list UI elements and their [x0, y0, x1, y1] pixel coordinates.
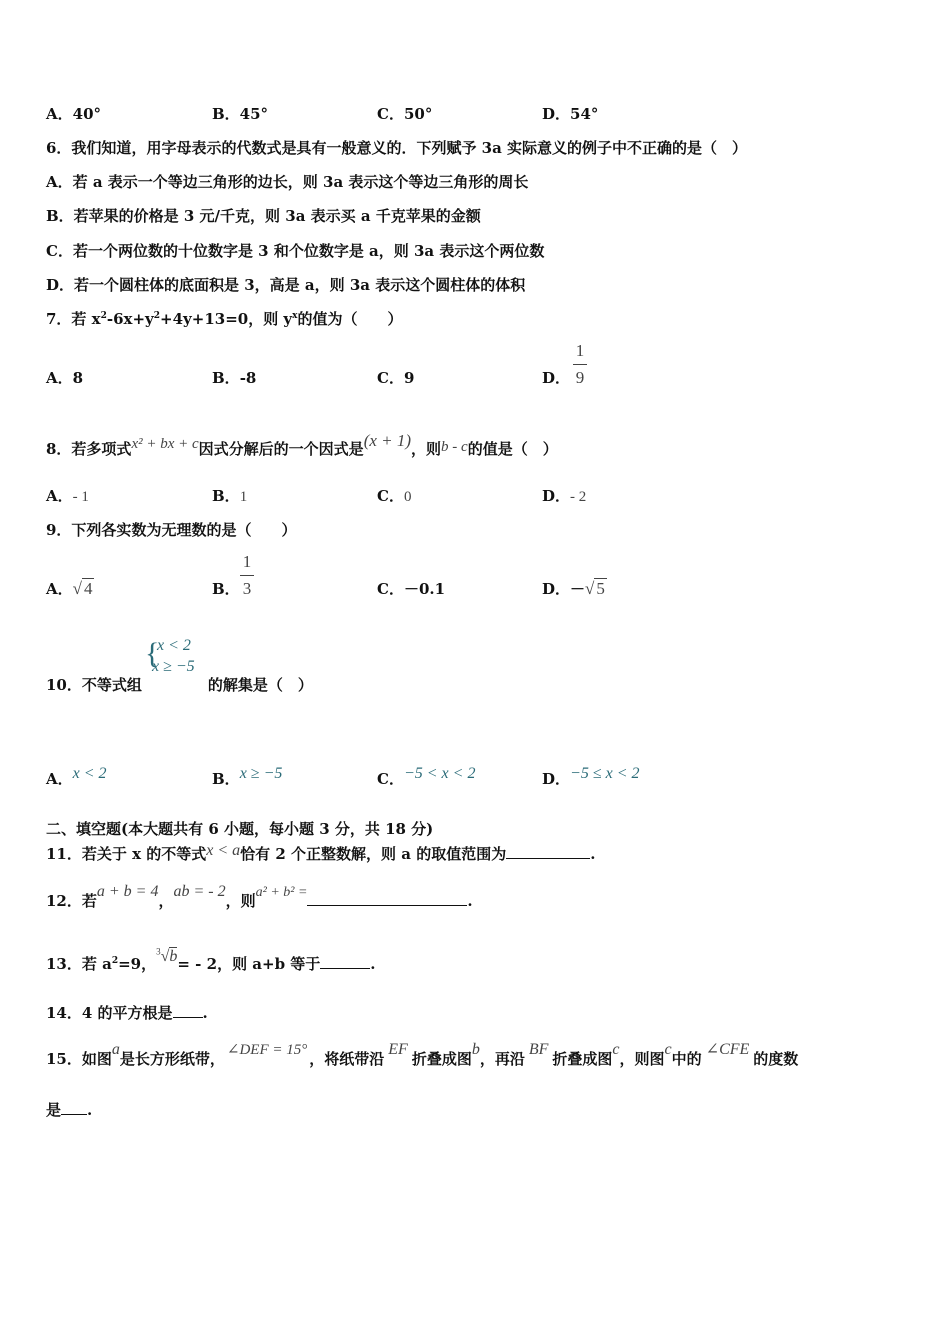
q10-option-c: C．−5 < x < 2: [377, 765, 476, 788]
q7-option-c: C．9: [377, 369, 415, 387]
q7-stem: 7．若 $x^2-6x+y^2+4y+13=0$，则 $y^x$的值为（ ）: [46, 310, 403, 328]
q10-option-d: D．−5 ≤ x < 2: [542, 765, 640, 788]
q8-option-a: A．- 1: [46, 487, 89, 505]
q9-option-b: B．: [212, 580, 240, 598]
q7-option-a: A．8: [46, 369, 84, 387]
q12-stem: 12．若a + b = 4，ab = - 2，则a² + b² = .: [46, 883, 473, 910]
q7-option-b: B．-8: [212, 369, 257, 387]
q9-option-c: C．－0.1: [377, 580, 446, 598]
q9-option-d: D．－√ 5: [542, 579, 605, 598]
q15-stem-line2: 是 .: [46, 1101, 93, 1119]
q8-option-b: B．1: [212, 487, 248, 505]
q6-option-d: D．若一个圆柱体的底面积是 3，高是 a，则 3a 表示这个圆柱体的体积: [46, 276, 526, 294]
q6-option-c: C．若一个两位数的十位数字是 3 和个位数字是 a，则 3a 表示这个两位数: [46, 242, 545, 260]
q14-stem: 14．4 的平方根是 .: [46, 1004, 208, 1022]
q9-option-b-fraction: 1 3: [240, 552, 254, 599]
q7-option-d-fraction: 1 9: [573, 341, 587, 388]
q6-stem: 6．我们知道，用字母表示的代数式是具有一般意义的．下列赋予 3a 实际意义的例子中不正确的是（ ）: [46, 139, 748, 157]
q9-option-a: A．√ 4: [46, 579, 93, 598]
q8-option-d: D．- 2: [542, 487, 587, 505]
section-2-heading: 二、填空题(本大题共有 6 小题，每小题 3 分，共 18 分): [46, 820, 434, 838]
q13-stem: 13．若 $a^2=9$，$^3$√b= - 2，则 a+b 等于 .: [46, 946, 376, 973]
q8-option-c: C．0: [377, 487, 412, 505]
q11-stem: 11．若关于 x 的不等式x < a恰有 2 个正整数解，则 a 的取值范围为 .: [46, 842, 596, 863]
q15-stem: 15．如图a是长方形纸带， ∠DEF = 15° ，将纸带沿EF折叠成图b，再沿BF折叠成图c，则图c中的∠CFE的度数: [46, 1041, 799, 1068]
q6-option-a: A．若 a 表示一个等边三角形的边长，则 3a 表示这个等边三角形的周长: [46, 173, 529, 191]
q5-option-a: A．40°: [46, 105, 102, 123]
q10-stem: 10．不等式组 的解集是（ ）: [46, 676, 313, 694]
q5-option-b: B．45°: [212, 105, 269, 123]
q10-option-b: B．x ≥ −5: [212, 765, 283, 788]
q8-stem: 8．若多项式x² + bx + c因式分解后的一个因式是(x + 1)，则b - c的值是（ ）: [46, 431, 558, 458]
q5-option-d: D．54°: [542, 105, 599, 123]
q10-option-a: A．x < 2: [46, 765, 107, 788]
q7-option-d: D．: [542, 369, 571, 387]
q6-option-b: B．若苹果的价格是 3 元/千克，则 3a 表示买 a 千克苹果的金额: [46, 207, 481, 225]
q9-stem: 9．下列各实数为无理数的是（ ）: [46, 521, 297, 539]
q5-option-c: C．50°: [377, 105, 433, 123]
